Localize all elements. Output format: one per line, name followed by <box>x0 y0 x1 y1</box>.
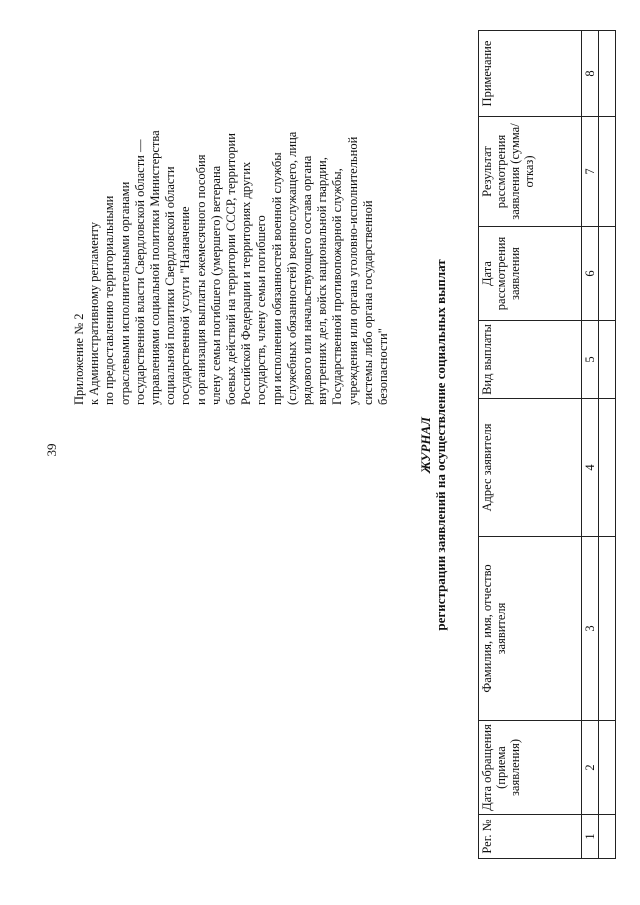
table-numbering-row <box>582 31 599 859</box>
header-review-date: Дата рассмотрения заявления <box>479 227 582 321</box>
header-applicant-name: Фамилия, имя, отчество заявителя <box>479 537 582 721</box>
appendix-line: члену семьи погибшего (умершего) ветерана <box>208 165 223 405</box>
appendix-line: государств, члену семьи погибшего <box>254 215 269 405</box>
appendix-line: социальной политики Свердловской области <box>163 166 178 405</box>
appendix-line: боевых действий на территории СССР, территории <box>224 133 239 405</box>
appendix-line: государственной власти Свердловской области — <box>132 139 147 405</box>
table-empty-row <box>599 31 616 859</box>
header-reg-number: Рег. № <box>479 815 582 859</box>
journal-subtitle: регистрации заявлений на осуществление социальных выплат <box>433 259 448 631</box>
appendix-line: внутренних дел, войск национальной гвардии, <box>315 157 330 405</box>
column-number: 6 <box>582 227 599 321</box>
column-number: 5 <box>582 321 599 399</box>
empty-cell <box>599 399 616 537</box>
appendix-block <box>72 85 391 405</box>
appendix-line: Государственной противопожарной службы, <box>330 168 345 405</box>
empty-cell <box>599 117 616 227</box>
page-number: 39 <box>44 443 59 457</box>
table-header-row <box>479 31 582 859</box>
appendix-line: Приложение № 2 <box>72 313 86 405</box>
appendix-line: при исполнении обязанностей военной службы <box>269 152 284 405</box>
appendix-line: государственной услуги "Назначение <box>178 206 193 405</box>
empty-cell <box>599 721 616 815</box>
appendix-line: рядового или начальствующего состава органа <box>300 155 315 405</box>
column-number: 8 <box>582 31 599 117</box>
column-number: 3 <box>582 537 599 721</box>
column-number: 2 <box>582 721 599 815</box>
header-review-result: Результат рассмотрения заявления (сумма/отказ) <box>479 117 582 227</box>
header-applicant-address: Адрес заявителя <box>479 399 582 537</box>
column-number: 7 <box>582 117 599 227</box>
appendix-line: и организация выплаты ежемесячного пособия <box>193 154 208 405</box>
empty-cell <box>599 815 616 859</box>
appendix-line: к Административному регламенту <box>87 221 102 405</box>
empty-cell <box>599 31 616 117</box>
empty-cell <box>599 227 616 321</box>
appendix-line: безопасности" <box>376 328 391 405</box>
empty-cell <box>599 537 616 721</box>
appendix-line: отраслевыми исполнительными органами <box>117 181 132 405</box>
journal-title: ЖУРНАЛ <box>418 416 433 474</box>
appendix-line: Российской Федерации и территориях других <box>239 161 254 405</box>
header-note: Примечание <box>479 31 582 117</box>
appendix-line: системы либо органа государственной <box>360 200 375 405</box>
journal-heading <box>418 125 448 765</box>
column-number: 1 <box>582 815 599 859</box>
header-payment-type: Вид выплаты <box>479 321 582 399</box>
header-application-date: Дата обращения (приема заявления) <box>479 721 582 815</box>
appendix-line: учреждения или органа уголовно-исполнительной <box>345 136 360 405</box>
appendix-line: по предоставлению территориальными <box>102 195 117 405</box>
empty-cell <box>599 321 616 399</box>
appendix-line: управлениями социальной политики Министерства <box>148 130 163 405</box>
registration-table <box>478 30 616 859</box>
column-number: 4 <box>582 399 599 537</box>
appendix-line: (служебных обязанностей) военнослужащего, лица <box>284 131 299 405</box>
